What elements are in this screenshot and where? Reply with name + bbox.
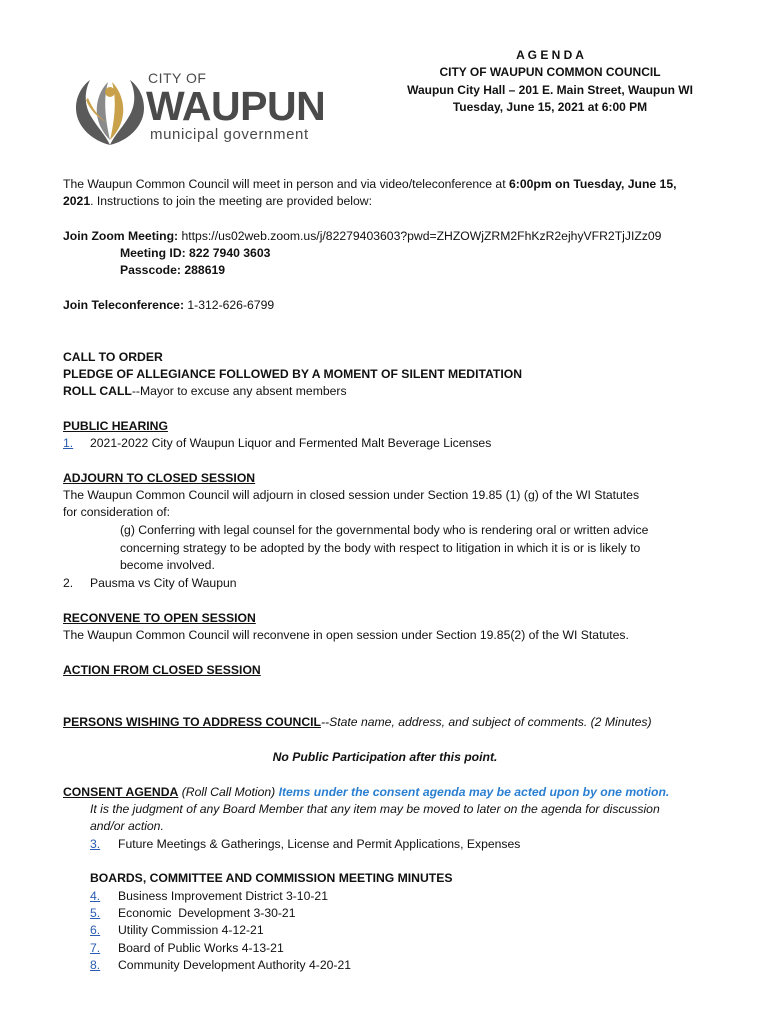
- meeting-location: Waupun City Hall – 201 E. Main Street, Waupun WI: [407, 83, 693, 97]
- intro-bold-year: 2021: [63, 194, 91, 208]
- consent-judgment-1: It is the judgment of any Board Member that any item may be moved to later on the agenda for discussion: [90, 802, 660, 816]
- item-5-text: Economic Development 3-30-21: [118, 906, 296, 920]
- no-public-participation: No Public Participation after this point.: [272, 750, 498, 764]
- persons-heading: PERSONS WISHING TO ADDRESS COUNCIL: [63, 715, 321, 729]
- list-item: [90, 888, 328, 905]
- tele-line: [63, 297, 274, 314]
- call-to-order: CALL TO ORDER: [63, 350, 163, 364]
- pledge-of-allegiance: PLEDGE OF ALLEGIANCE FOLLOWED BY A MOMENT OF SILENT MEDITATION: [63, 367, 523, 381]
- reconvene-text: The Waupun Common Council will reconvene in open session under Section 19.85(2) of the WI Statutes.: [63, 628, 629, 642]
- item-8-link[interactable]: 8.: [90, 958, 101, 972]
- zoom-url-link[interactable]: https://us02web.zoom.us/j/82279403603?pwd=ZHZOWjZRM2FhKzR2ejhyVFR2TjJIZz09: [178, 229, 662, 243]
- consent-item: [90, 836, 521, 853]
- item-3-link[interactable]: 3.: [90, 837, 101, 851]
- closed-session-g-3: become involved.: [120, 558, 215, 572]
- closed-session-heading: ADJOURN TO CLOSED SESSION: [63, 471, 256, 485]
- boards-heading: BOARDS, COMMITTEE AND COMMISSION MEETING MINUTES: [90, 871, 453, 885]
- roll-call-label: ROLL CALL: [63, 384, 132, 398]
- intro-bold-date: 6:00pm on Tuesday, June 15,: [508, 177, 677, 191]
- closed-session-g-2: concerning strategy to be adopted by the body with respect to litigation in which it is or is likely to: [120, 541, 641, 555]
- zoom-line: [63, 228, 661, 245]
- item-2-text: Pausma vs City of Waupun: [90, 576, 237, 590]
- council-name: CITY OF WAUPUN COMMON COUNCIL: [439, 65, 661, 79]
- reconvene-heading: RECONVENE TO OPEN SESSION: [63, 611, 256, 625]
- item-7-text: Board of Public Works 4-13-21: [118, 941, 284, 955]
- list-item: [90, 905, 296, 922]
- list-item: [90, 922, 264, 939]
- logo-tagline: municipal government: [150, 126, 309, 143]
- item-1-link[interactable]: 1.: [63, 436, 74, 450]
- consent-blue-note: Items under the consent agenda may be acted upon by one motion.: [278, 785, 670, 799]
- agenda-title: A G E N D A: [516, 48, 584, 62]
- item-5-link[interactable]: 5.: [90, 906, 101, 920]
- meeting-datetime: Tuesday, June 15, 2021 at 6:00 PM: [452, 100, 648, 114]
- intro-text: The Waupun Common Council will meet in person and via video/teleconference at: [63, 177, 509, 191]
- zoom-label: Join Zoom Meeting:: [63, 229, 179, 243]
- item-6-link[interactable]: 6.: [90, 923, 101, 937]
- item-7-link[interactable]: 7.: [90, 941, 101, 955]
- intro-line-2: [63, 193, 372, 210]
- list-item: [90, 957, 352, 974]
- item-6-text: Utility Commission 4-12-21: [118, 923, 264, 937]
- closed-session-text-1: The Waupun Common Council will adjourn in closed session under Section 19.85 (1) (g) of the WI Statutes: [63, 488, 640, 502]
- intro-line-1: [63, 176, 677, 193]
- intro-text-2: . Instructions to join the meeting are provided below:: [90, 194, 372, 208]
- persons-line: [63, 714, 652, 731]
- city-logo: [70, 68, 330, 148]
- consent-roll-call: (Roll Call Motion): [178, 785, 279, 799]
- closed-session-g-1: (g) Conferring with legal counsel for the governmental body who is rendering oral or written advice: [120, 523, 649, 537]
- roll-call-note: --Mayor to excuse any absent members: [131, 384, 347, 398]
- tele-label: Join Teleconference:: [63, 298, 185, 312]
- tele-number: 1-312-626-6799: [184, 298, 275, 312]
- public-hearing-item: [63, 435, 492, 452]
- item-2-number: 2.: [63, 576, 74, 590]
- logo-city-of: CITY OF: [148, 70, 207, 86]
- consent-heading: CONSENT AGENDA: [63, 785, 179, 799]
- logo-name: WAUPUN: [146, 83, 326, 129]
- public-hearing-heading: PUBLIC HEARING: [63, 419, 168, 433]
- item-8-text: Community Development Authority 4-20-21: [118, 958, 352, 972]
- logo-emblem-icon: [70, 70, 150, 148]
- item-4-link[interactable]: 4.: [90, 889, 101, 903]
- item-3-text: Future Meetings & Gatherings, License and Permit Applications, Expenses: [118, 837, 521, 851]
- item-1-text: 2021-2022 City of Waupun Liquor and Fermented Malt Beverage Licenses: [90, 436, 492, 450]
- zoom-passcode: Passcode: 288619: [120, 263, 226, 277]
- roll-call-line: [63, 383, 347, 400]
- closed-session-item: [63, 575, 237, 592]
- consent-judgment-2: and/or action.: [90, 819, 164, 833]
- consent-line: [63, 784, 669, 801]
- list-item: [90, 940, 284, 957]
- action-heading: ACTION FROM CLOSED SESSION: [63, 663, 261, 677]
- item-4-text: Business Improvement District 3-10-21: [118, 889, 328, 903]
- persons-note: --State name, address, and subject of comments. (2 Minutes): [321, 715, 652, 729]
- closed-session-text-2: for consideration of:: [63, 505, 171, 519]
- zoom-meeting-id: Meeting ID: 822 7940 3603: [120, 246, 271, 260]
